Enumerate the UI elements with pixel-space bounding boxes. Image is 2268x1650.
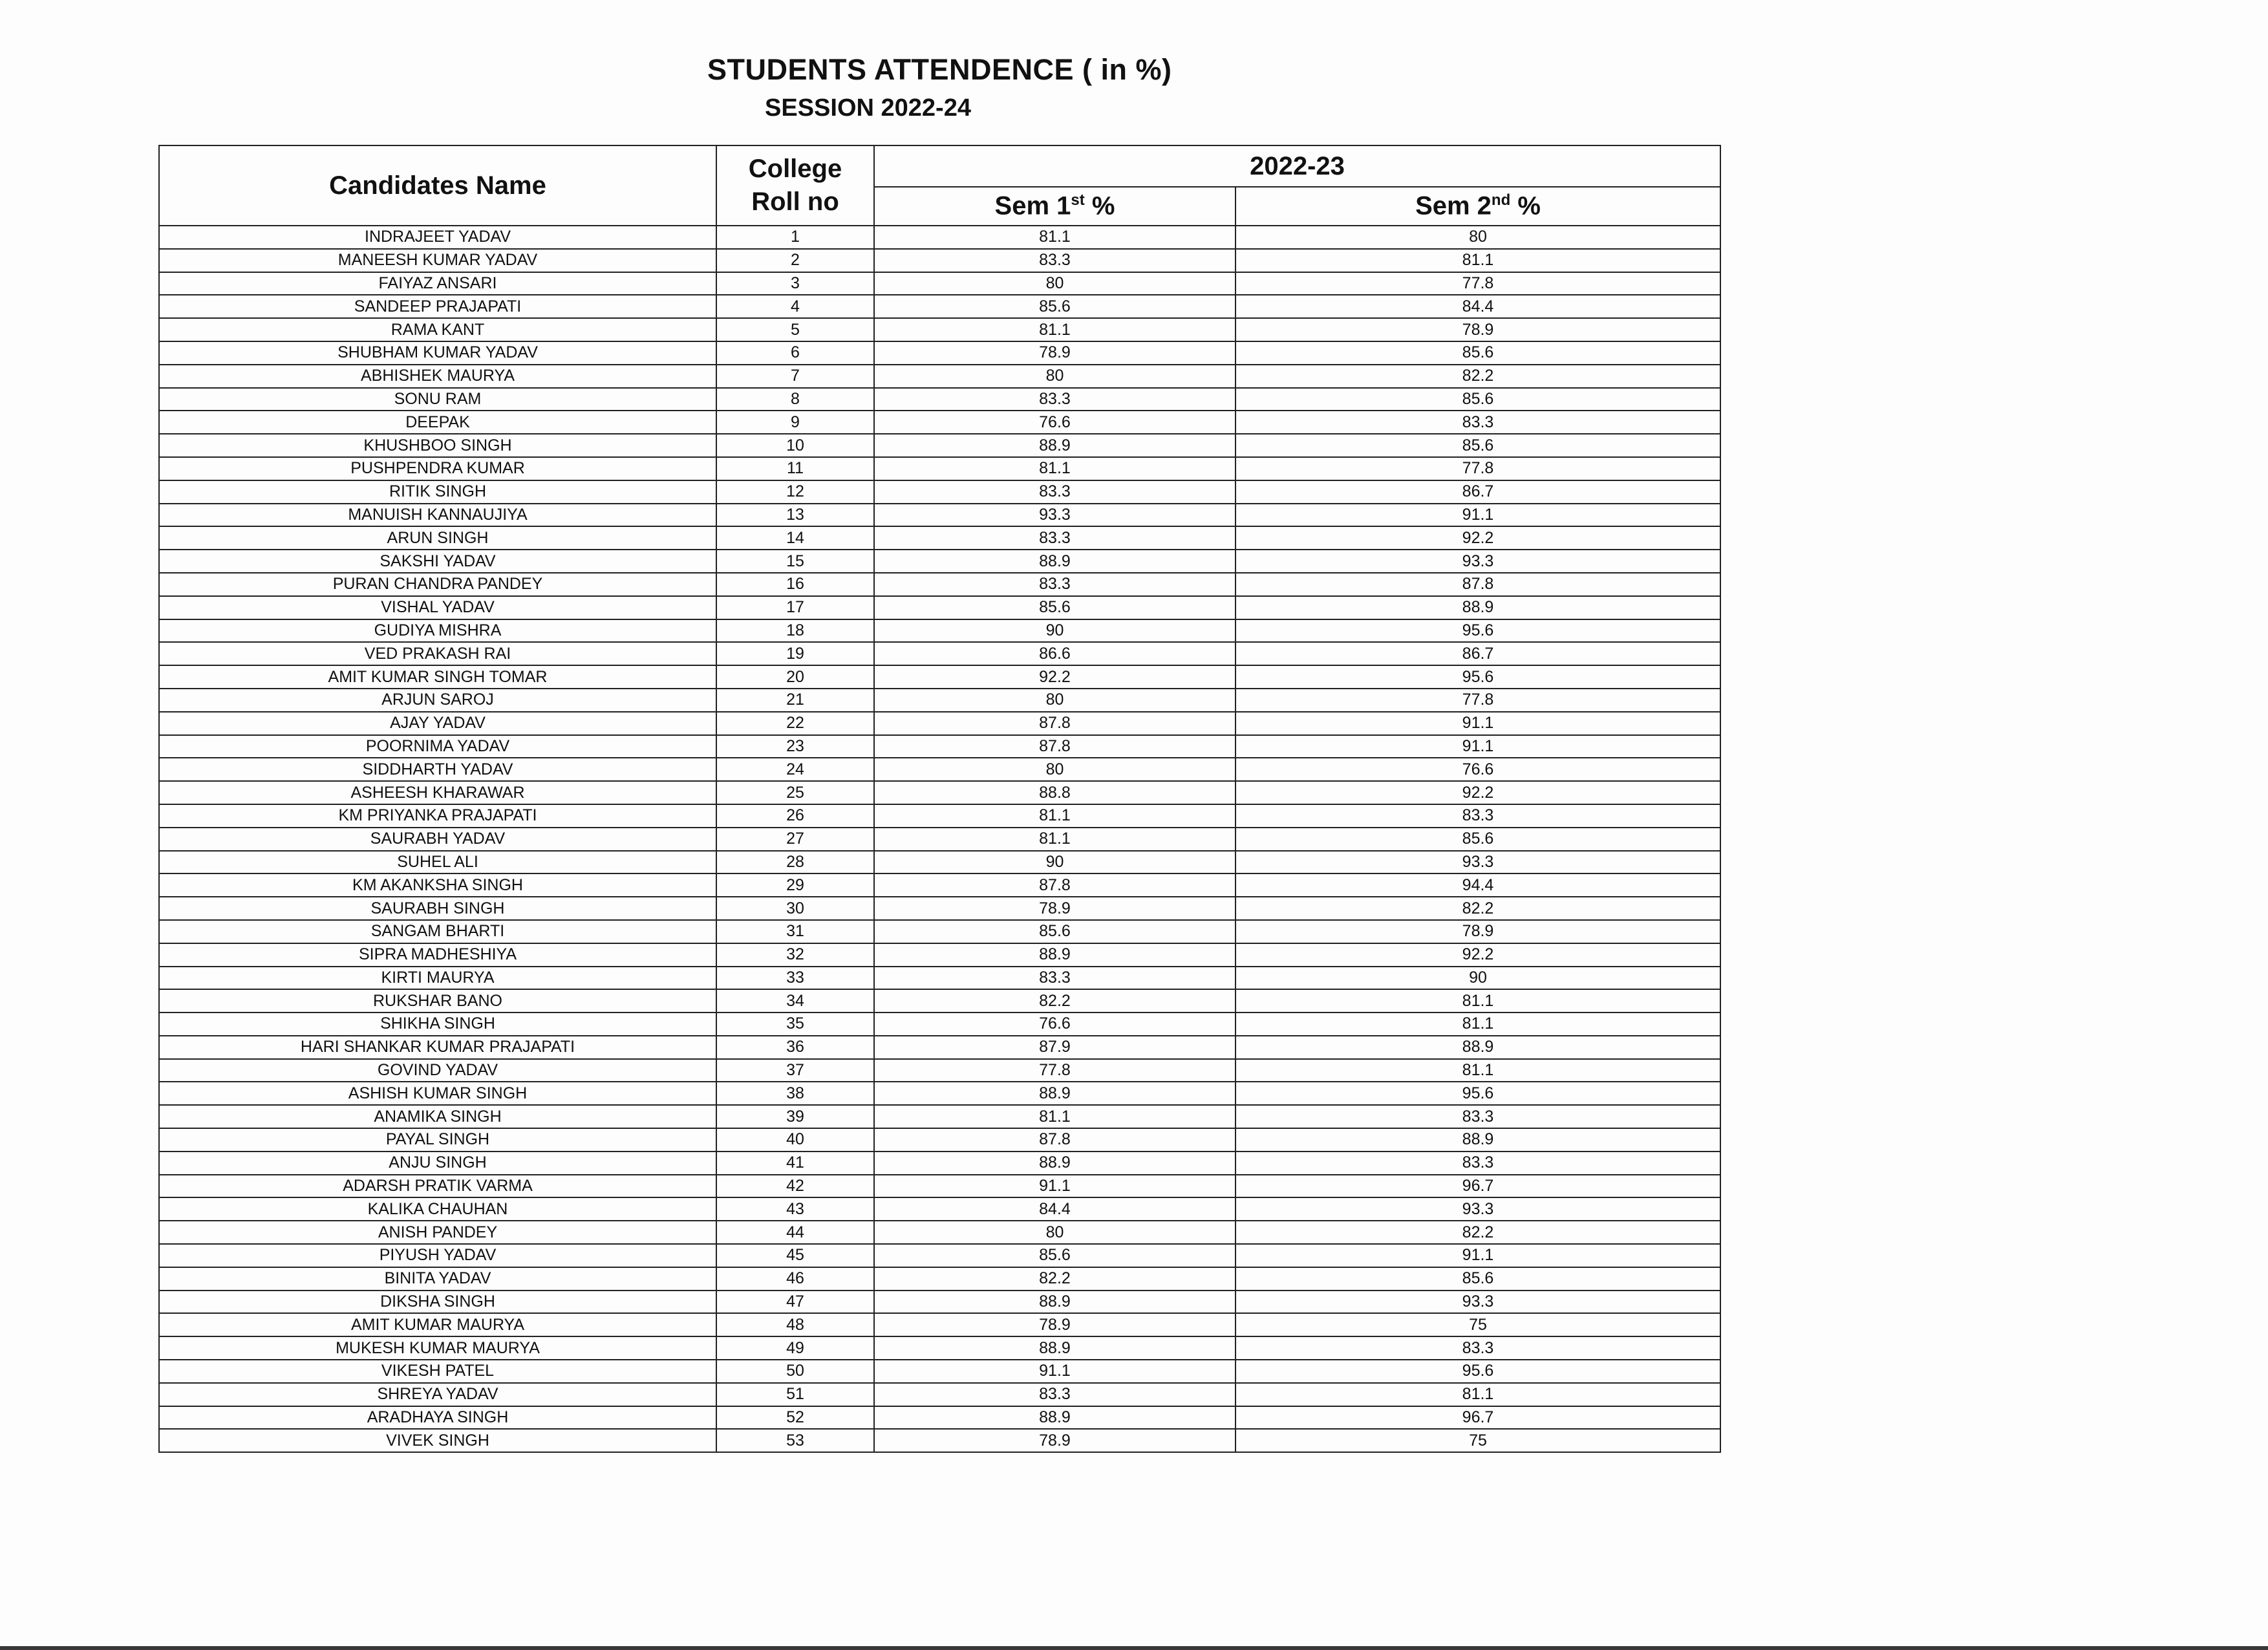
cell-sem1-percent: 90 — [874, 619, 1236, 643]
cell-sem1-percent: 91.1 — [874, 1175, 1236, 1198]
cell-sem2-percent: 92.2 — [1236, 943, 1720, 967]
cell-roll-no: 36 — [716, 1036, 874, 1059]
cell-sem2-percent: 75 — [1236, 1429, 1720, 1452]
cell-candidate-name: SIDDHARTH YADAV — [159, 758, 716, 781]
cell-sem2-percent: 93.3 — [1236, 1197, 1720, 1221]
cell-sem1-percent: 83.3 — [874, 480, 1236, 504]
header-sem2 — [1236, 187, 1720, 226]
cell-sem1-percent: 81.1 — [874, 318, 1236, 341]
cell-candidate-name: MANUISH KANNAUJIYA — [159, 504, 716, 527]
table-row — [159, 735, 1720, 758]
cell-sem2-percent: 81.1 — [1236, 1059, 1720, 1082]
table-row — [159, 1197, 1720, 1221]
cell-roll-no: 44 — [716, 1221, 874, 1244]
cell-roll-no: 42 — [716, 1175, 874, 1198]
table-row — [159, 226, 1720, 249]
cell-candidate-name: SIPRA MADHESHIYA — [159, 943, 716, 967]
cell-sem2-percent: 88.9 — [1236, 596, 1720, 619]
cell-sem2-percent: 93.3 — [1236, 851, 1720, 874]
cell-roll-no: 1 — [716, 226, 874, 249]
cell-candidate-name: POORNIMA YADAV — [159, 735, 716, 758]
cell-sem1-percent: 88.9 — [874, 1082, 1236, 1105]
cell-sem2-percent: 76.6 — [1236, 758, 1720, 781]
cell-roll-no: 29 — [716, 873, 874, 897]
cell-sem1-percent: 78.9 — [874, 341, 1236, 365]
table-row — [159, 318, 1720, 341]
table-row — [159, 1175, 1720, 1198]
table-row — [159, 804, 1720, 828]
cell-sem2-percent: 85.6 — [1236, 1267, 1720, 1291]
cell-candidate-name: GUDIYA MISHRA — [159, 619, 716, 643]
cell-sem2-percent: 78.9 — [1236, 920, 1720, 943]
cell-sem1-percent: 78.9 — [874, 897, 1236, 920]
cell-sem1-percent: 87.8 — [874, 712, 1236, 735]
attendance-table — [158, 145, 1721, 1453]
cell-candidate-name: ANJU SINGH — [159, 1152, 716, 1175]
cell-candidate-name: SUHEL ALI — [159, 851, 716, 874]
cell-sem1-percent: 84.4 — [874, 1197, 1236, 1221]
cell-sem2-percent: 90 — [1236, 967, 1720, 990]
page-bottom-edge — [0, 1646, 2268, 1650]
cell-candidate-name: ABHISHEK MAURYA — [159, 365, 716, 388]
cell-roll-no: 14 — [716, 526, 874, 550]
cell-candidate-name: PUSHPENDRA KUMAR — [159, 457, 716, 480]
cell-candidate-name: VED PRAKASH RAI — [159, 642, 716, 665]
table-row — [159, 504, 1720, 527]
cell-sem1-percent: 88.8 — [874, 781, 1236, 804]
cell-candidate-name: ASHISH KUMAR SINGH — [159, 1082, 716, 1105]
cell-roll-no: 38 — [716, 1082, 874, 1105]
cell-sem2-percent: 80 — [1236, 226, 1720, 249]
cell-sem2-percent: 81.1 — [1236, 989, 1720, 1012]
cell-roll-no: 12 — [716, 480, 874, 504]
cell-roll-no: 10 — [716, 434, 874, 457]
cell-roll-no: 8 — [716, 388, 874, 411]
table-row — [159, 873, 1720, 897]
cell-sem1-percent: 83.3 — [874, 573, 1236, 596]
cell-sem1-percent: 87.9 — [874, 1036, 1236, 1059]
cell-candidate-name: DEEPAK — [159, 411, 716, 434]
cell-sem2-percent: 82.2 — [1236, 1221, 1720, 1244]
table-row — [159, 1082, 1720, 1105]
cell-roll-no: 6 — [716, 341, 874, 365]
cell-sem2-percent: 88.9 — [1236, 1036, 1720, 1059]
cell-candidate-name: GOVIND YADAV — [159, 1059, 716, 1082]
cell-sem2-percent: 85.6 — [1236, 828, 1720, 851]
cell-candidate-name: MANEESH KUMAR YADAV — [159, 249, 716, 272]
cell-candidate-name: VISHAL YADAV — [159, 596, 716, 619]
cell-sem2-percent: 91.1 — [1236, 712, 1720, 735]
cell-roll-no: 24 — [716, 758, 874, 781]
cell-roll-no: 25 — [716, 781, 874, 804]
cell-roll-no: 48 — [716, 1313, 874, 1336]
cell-roll-no: 7 — [716, 365, 874, 388]
cell-candidate-name: SHREYA YADAV — [159, 1383, 716, 1406]
table-row — [159, 411, 1720, 434]
table-row — [159, 1128, 1720, 1152]
cell-candidate-name: ADARSH PRATIK VARMA — [159, 1175, 716, 1198]
cell-roll-no: 15 — [716, 550, 874, 573]
cell-sem1-percent: 87.8 — [874, 1128, 1236, 1152]
table-row — [159, 619, 1720, 643]
cell-roll-no: 11 — [716, 457, 874, 480]
cell-candidate-name: SAKSHI YADAV — [159, 550, 716, 573]
cell-roll-no: 47 — [716, 1291, 874, 1314]
cell-candidate-name: SAURABH YADAV — [159, 828, 716, 851]
cell-roll-no: 16 — [716, 573, 874, 596]
cell-sem2-percent: 77.8 — [1236, 457, 1720, 480]
cell-sem2-percent: 81.1 — [1236, 249, 1720, 272]
cell-roll-no: 27 — [716, 828, 874, 851]
table-row — [159, 1221, 1720, 1244]
table-row — [159, 920, 1720, 943]
cell-candidate-name: ANISH PANDEY — [159, 1221, 716, 1244]
cell-roll-no: 45 — [716, 1244, 874, 1267]
table-row — [159, 967, 1720, 990]
cell-sem2-percent: 86.7 — [1236, 642, 1720, 665]
cell-sem2-percent: 84.4 — [1236, 295, 1720, 318]
cell-roll-no: 4 — [716, 295, 874, 318]
header-roll-line1: College — [748, 155, 842, 183]
cell-candidate-name: ARADHAYA SINGH — [159, 1406, 716, 1430]
cell-roll-no: 5 — [716, 318, 874, 341]
cell-candidate-name: PURAN CHANDRA PANDEY — [159, 573, 716, 596]
cell-sem2-percent: 91.1 — [1236, 1244, 1720, 1267]
cell-roll-no: 52 — [716, 1406, 874, 1430]
cell-roll-no: 34 — [716, 989, 874, 1012]
cell-sem1-percent: 81.1 — [874, 1105, 1236, 1128]
cell-sem2-percent: 83.3 — [1236, 1152, 1720, 1175]
cell-sem1-percent: 88.9 — [874, 1406, 1236, 1430]
cell-sem1-percent: 81.1 — [874, 457, 1236, 480]
cell-candidate-name: AMIT KUMAR SINGH TOMAR — [159, 665, 716, 689]
cell-sem1-percent: 80 — [874, 758, 1236, 781]
cell-roll-no: 33 — [716, 967, 874, 990]
cell-sem2-percent: 75 — [1236, 1313, 1720, 1336]
table-row — [159, 573, 1720, 596]
cell-sem2-percent: 95.6 — [1236, 1082, 1720, 1105]
table-row — [159, 781, 1720, 804]
table-row — [159, 712, 1720, 735]
cell-roll-no: 23 — [716, 735, 874, 758]
table-row — [159, 1360, 1720, 1383]
cell-candidate-name: PIYUSH YADAV — [159, 1244, 716, 1267]
cell-sem2-percent: 91.1 — [1236, 735, 1720, 758]
cell-roll-no: 35 — [716, 1012, 874, 1036]
header-sem1-suffix: % — [1084, 191, 1115, 220]
table-row — [159, 550, 1720, 573]
cell-candidate-name: ASHEESH KHARAWAR — [159, 781, 716, 804]
header-sem1-sup: st — [1071, 191, 1085, 209]
cell-roll-no: 2 — [716, 249, 874, 272]
header-sem1-prefix: Sem 1 — [994, 191, 1071, 220]
cell-roll-no: 17 — [716, 596, 874, 619]
cell-candidate-name: MUKESH KUMAR MAURYA — [159, 1336, 716, 1360]
cell-candidate-name: DIKSHA SINGH — [159, 1291, 716, 1314]
cell-sem2-percent: 85.6 — [1236, 341, 1720, 365]
table-row — [159, 457, 1720, 480]
cell-candidate-name: AMIT KUMAR MAURYA — [159, 1313, 716, 1336]
cell-roll-no: 22 — [716, 712, 874, 735]
cell-roll-no: 41 — [716, 1152, 874, 1175]
cell-sem1-percent: 81.1 — [874, 226, 1236, 249]
cell-roll-no: 51 — [716, 1383, 874, 1406]
cell-sem2-percent: 85.6 — [1236, 388, 1720, 411]
cell-sem1-percent: 80 — [874, 365, 1236, 388]
cell-candidate-name: SANDEEP PRAJAPATI — [159, 295, 716, 318]
cell-roll-no: 49 — [716, 1336, 874, 1360]
header-sem2-prefix: Sem 2 — [1415, 191, 1492, 220]
table-row — [159, 1105, 1720, 1128]
header-sem1 — [874, 187, 1236, 226]
cell-candidate-name: ARUN SINGH — [159, 526, 716, 550]
table-row — [159, 295, 1720, 318]
cell-sem1-percent: 88.9 — [874, 550, 1236, 573]
cell-roll-no: 50 — [716, 1360, 874, 1383]
cell-sem1-percent: 80 — [874, 689, 1236, 712]
table-row — [159, 1059, 1720, 1082]
cell-sem2-percent: 83.3 — [1236, 1336, 1720, 1360]
cell-roll-no: 26 — [716, 804, 874, 828]
cell-candidate-name: RAMA KANT — [159, 318, 716, 341]
cell-candidate-name: VIKESH PATEL — [159, 1360, 716, 1383]
cell-sem1-percent: 88.9 — [874, 434, 1236, 457]
table-row — [159, 642, 1720, 665]
cell-sem2-percent: 78.9 — [1236, 318, 1720, 341]
cell-candidate-name: SAURABH SINGH — [159, 897, 716, 920]
document-session: SESSION 2022-24 — [765, 94, 971, 122]
cell-roll-no: 9 — [716, 411, 874, 434]
cell-sem1-percent: 86.6 — [874, 642, 1236, 665]
cell-sem2-percent: 77.8 — [1236, 272, 1720, 295]
cell-candidate-name: KIRTI MAURYA — [159, 967, 716, 990]
cell-candidate-name: ANAMIKA SINGH — [159, 1105, 716, 1128]
cell-roll-no: 21 — [716, 689, 874, 712]
cell-sem2-percent: 92.2 — [1236, 781, 1720, 804]
cell-roll-no: 43 — [716, 1197, 874, 1221]
cell-candidate-name: SANGAM BHARTI — [159, 920, 716, 943]
cell-roll-no: 20 — [716, 665, 874, 689]
table-row — [159, 1336, 1720, 1360]
cell-sem1-percent: 93.3 — [874, 504, 1236, 527]
cell-sem1-percent: 77.8 — [874, 1059, 1236, 1082]
cell-sem1-percent: 78.9 — [874, 1429, 1236, 1452]
cell-candidate-name: SONU RAM — [159, 388, 716, 411]
cell-sem2-percent: 96.7 — [1236, 1175, 1720, 1198]
cell-candidate-name: FAIYAZ ANSARI — [159, 272, 716, 295]
cell-sem1-percent: 92.2 — [874, 665, 1236, 689]
table-row — [159, 758, 1720, 781]
cell-sem2-percent: 82.2 — [1236, 365, 1720, 388]
cell-sem2-percent: 83.3 — [1236, 804, 1720, 828]
cell-sem2-percent: 88.9 — [1236, 1128, 1720, 1152]
cell-roll-no: 19 — [716, 642, 874, 665]
cell-candidate-name: KALIKA CHAUHAN — [159, 1197, 716, 1221]
cell-sem1-percent: 87.8 — [874, 873, 1236, 897]
cell-roll-no: 30 — [716, 897, 874, 920]
cell-sem1-percent: 83.3 — [874, 526, 1236, 550]
cell-sem1-percent: 76.6 — [874, 411, 1236, 434]
cell-candidate-name: ARJUN SAROJ — [159, 689, 716, 712]
table-row — [159, 596, 1720, 619]
cell-candidate-name: SHUBHAM KUMAR YADAV — [159, 341, 716, 365]
cell-sem2-percent: 95.6 — [1236, 665, 1720, 689]
header-sem2-sup: nd — [1491, 191, 1511, 209]
cell-sem2-percent: 95.6 — [1236, 619, 1720, 643]
table-row — [159, 341, 1720, 365]
cell-candidate-name: PAYAL SINGH — [159, 1128, 716, 1152]
table-row — [159, 1291, 1720, 1314]
cell-sem2-percent: 83.3 — [1236, 1105, 1720, 1128]
table-row — [159, 828, 1720, 851]
table-row — [159, 1036, 1720, 1059]
table-row — [159, 1313, 1720, 1336]
cell-sem1-percent: 85.6 — [874, 1244, 1236, 1267]
table-row — [159, 1406, 1720, 1430]
cell-sem1-percent: 88.9 — [874, 1291, 1236, 1314]
cell-sem1-percent: 87.8 — [874, 735, 1236, 758]
table-row — [159, 1429, 1720, 1452]
cell-candidate-name: KM AKANKSHA SINGH — [159, 873, 716, 897]
cell-candidate-name: RUKSHAR BANO — [159, 989, 716, 1012]
table-header — [159, 145, 1720, 226]
cell-sem1-percent: 88.9 — [874, 943, 1236, 967]
cell-candidate-name: HARI SHANKAR KUMAR PRAJAPATI — [159, 1036, 716, 1059]
table-row — [159, 249, 1720, 272]
cell-sem2-percent: 93.3 — [1236, 1291, 1720, 1314]
cell-sem1-percent: 80 — [874, 1221, 1236, 1244]
header-year: 2022-23 — [874, 145, 1720, 187]
table-row — [159, 1383, 1720, 1406]
table-body — [159, 226, 1720, 1452]
cell-roll-no: 13 — [716, 504, 874, 527]
cell-roll-no: 31 — [716, 920, 874, 943]
cell-sem2-percent: 86.7 — [1236, 480, 1720, 504]
header-college-roll-no — [716, 145, 874, 226]
table-row — [159, 272, 1720, 295]
cell-sem2-percent: 91.1 — [1236, 504, 1720, 527]
cell-roll-no: 18 — [716, 619, 874, 643]
cell-sem2-percent: 81.1 — [1236, 1012, 1720, 1036]
cell-roll-no: 3 — [716, 272, 874, 295]
table-row — [159, 1012, 1720, 1036]
cell-candidate-name: BINITA YADAV — [159, 1267, 716, 1291]
cell-sem1-percent: 83.3 — [874, 1383, 1236, 1406]
table-row — [159, 689, 1720, 712]
cell-sem1-percent: 88.9 — [874, 1336, 1236, 1360]
cell-roll-no: 40 — [716, 1128, 874, 1152]
cell-sem1-percent: 82.2 — [874, 989, 1236, 1012]
cell-sem2-percent: 93.3 — [1236, 550, 1720, 573]
cell-sem1-percent: 85.6 — [874, 596, 1236, 619]
table-row — [159, 943, 1720, 967]
table-row — [159, 1244, 1720, 1267]
cell-sem1-percent: 80 — [874, 272, 1236, 295]
cell-sem1-percent: 91.1 — [874, 1360, 1236, 1383]
cell-roll-no: 37 — [716, 1059, 874, 1082]
cell-sem1-percent: 83.3 — [874, 388, 1236, 411]
cell-sem1-percent: 78.9 — [874, 1313, 1236, 1336]
cell-sem1-percent: 82.2 — [874, 1267, 1236, 1291]
table-row — [159, 989, 1720, 1012]
table-row — [159, 665, 1720, 689]
cell-sem2-percent: 94.4 — [1236, 873, 1720, 897]
table-row — [159, 897, 1720, 920]
cell-sem2-percent: 95.6 — [1236, 1360, 1720, 1383]
cell-candidate-name: KHUSHBOO SINGH — [159, 434, 716, 457]
cell-sem2-percent: 82.2 — [1236, 897, 1720, 920]
cell-sem1-percent: 88.9 — [874, 1152, 1236, 1175]
cell-sem1-percent: 76.6 — [874, 1012, 1236, 1036]
table-row — [159, 388, 1720, 411]
cell-roll-no: 53 — [716, 1429, 874, 1452]
cell-sem1-percent: 85.6 — [874, 920, 1236, 943]
header-roll-line2: Roll no — [751, 188, 839, 216]
header-candidates-name: Candidates Name — [159, 145, 716, 226]
cell-sem2-percent: 77.8 — [1236, 689, 1720, 712]
document-title: STUDENTS ATTENDENCE ( in %) — [707, 53, 1172, 86]
cell-sem2-percent: 96.7 — [1236, 1406, 1720, 1430]
cell-sem1-percent: 83.3 — [874, 249, 1236, 272]
cell-sem2-percent: 81.1 — [1236, 1383, 1720, 1406]
cell-roll-no: 28 — [716, 851, 874, 874]
cell-candidate-name: RITIK SINGH — [159, 480, 716, 504]
cell-candidate-name: AJAY YADAV — [159, 712, 716, 735]
cell-sem2-percent: 85.6 — [1236, 434, 1720, 457]
cell-candidate-name: VIVEK SINGH — [159, 1429, 716, 1452]
cell-sem1-percent: 81.1 — [874, 828, 1236, 851]
cell-sem2-percent: 92.2 — [1236, 526, 1720, 550]
table-row — [159, 480, 1720, 504]
cell-sem2-percent: 83.3 — [1236, 411, 1720, 434]
cell-roll-no: 46 — [716, 1267, 874, 1291]
table-row — [159, 851, 1720, 874]
cell-sem1-percent: 83.3 — [874, 967, 1236, 990]
cell-roll-no: 32 — [716, 943, 874, 967]
cell-sem1-percent: 81.1 — [874, 804, 1236, 828]
table-row — [159, 526, 1720, 550]
cell-candidate-name: INDRAJEET YADAV — [159, 226, 716, 249]
cell-candidate-name: SHIKHA SINGH — [159, 1012, 716, 1036]
table-row — [159, 434, 1720, 457]
cell-sem1-percent: 90 — [874, 851, 1236, 874]
cell-candidate-name: KM PRIYANKA PRAJAPATI — [159, 804, 716, 828]
table-row — [159, 1152, 1720, 1175]
cell-sem2-percent: 87.8 — [1236, 573, 1720, 596]
table-row — [159, 1267, 1720, 1291]
header-sem2-suffix: % — [1510, 191, 1541, 220]
table-row — [159, 365, 1720, 388]
cell-roll-no: 39 — [716, 1105, 874, 1128]
cell-sem1-percent: 85.6 — [874, 295, 1236, 318]
